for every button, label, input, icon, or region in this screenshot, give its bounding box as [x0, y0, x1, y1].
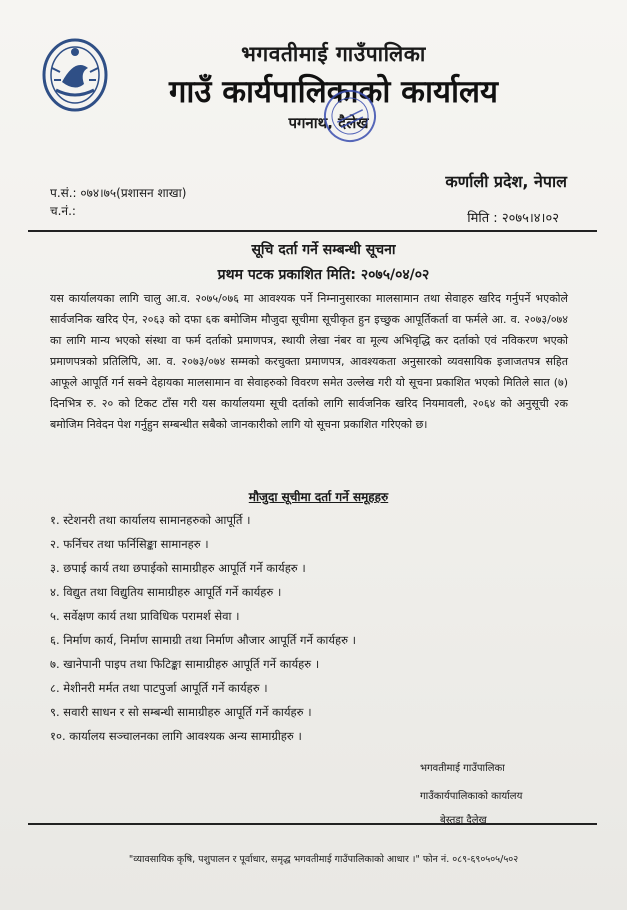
list-item: ८. मेशीनरी मर्मत तथा पाटपुर्जा आपूर्ति गर्ने कार्यहरु । [50, 681, 268, 695]
header-divider [28, 230, 597, 232]
signature-line-3: बेस्तडा दैलेख [440, 815, 487, 826]
list-heading: मौजुदा सूचीमा दर्ता गर्ने समूहहरु [248, 490, 389, 504]
office-name: गाउँ कार्यपालिकाको कार्यालय [168, 74, 499, 110]
municipality-name: भगवतीमाई गाउँपालिका [241, 42, 426, 66]
footer-slogan: "व्यावसायिक कृषि, पशुपालन र पूर्वाधार, समृद्ध भगवतीमाई गाउँपालिकाको आधार ।" फोन नं. ०८९-६९०५०५/५०२ [128, 854, 519, 865]
reference-number: प.सं.: ०७४।७५(प्रशासन शाखा) [50, 186, 187, 200]
dispatch-number: च.नं.: [50, 204, 76, 218]
office-place: पगनाथ, दैलेख [288, 114, 369, 132]
list-item: ७. खानेपानी पाइप तथा फिटिङ्का सामाग्रीहरु आपूर्ति गर्ने कार्यहरु । [50, 657, 320, 671]
province-label: कर्णाली प्रदेश, नेपाल [445, 172, 567, 191]
list-item: ६. निर्माण कार्य, निर्माण सामाग्री तथा निर्माण औजार आपूर्ति गर्ने कार्यहरु । [50, 633, 357, 647]
signature-line-1: भगवतीमाई गाउँपालिका [420, 763, 505, 774]
signature-line-2: गाउँकार्यपालिकाको कार्यालय [420, 791, 523, 802]
list-item: ५. सर्वेक्षण कार्य तथा प्राविधिक परामर्श सेवा । [50, 609, 240, 623]
notice-body: यस कार्यालयका लागि चालु आ.व. २०७५/०७६ मा आवश्यक पर्ने निम्नानुसारका मालसामान तथा सेवाहरु खरिद गर्नुपर्ने भएकोले सार्वजनिक खरिद ऐन, २०६३ को दफा ६क बमोजिम मौजुदा सूचीमा सूचीकृत हुन इच्छुक आपूर्तिकर्ता वा फर्मले आ. व. २०७३/०७४ का लागि मान्य भएको संस्था वा फर्म दर्ताको प्रमाणपत्र, स्थायी लेखा नंबर वा मूल्य अभिवृद्धि कर दर्ताको एवं नविकरण भएको प्रमाणपत्रको प्रतिलिपि, आ. व. २०७३/०७४ सम्मको करचुक्ता प्रमाणपत्र, आवश्यकता अनुसारको व्यवसायिक इजाजतपत्र सहित आफूले आपूर्ति गर्न सक्ने देहायका मालसामान वा सेवाहरुको विवरण समेत उल्लेख गरी यो सूचना प्रकाशित भएको मितिले सात (७) दिनभित्र रु. २० को टिकट टाँस गरी यस कार्यालयमा सूची दर्ताको लागि सार्वजनिक खरिद नियमावली, २०६४ को अनुसूची २क बमोजिम निवेदन पेश गर्नुहुन सम्बन्धीत सबैको जानकारीको लागि यो सूचना प्रकाशित गरिएको छ। [50, 292, 568, 431]
list-item: ४. विद्युत तथा विद्युतिय सामाग्रीहरु आपूर्ति गर्ने कार्यहरु । [50, 585, 282, 599]
footer-divider [28, 823, 597, 825]
list-item: ९. सवारी साधन र सो सम्बन्धी सामाग्रीहरु आपूर्ति गर्ने कार्यहरु । [50, 705, 312, 719]
first-published-date: प्रथम पटक प्रकाशित मिति: २०७५/०४/०२ [217, 267, 430, 283]
notice-title: सूचि दर्ता गर्ने सम्बन्धी सूचना [251, 242, 396, 258]
notice-date: मिति : २०७५।४।०२ [467, 211, 559, 226]
list-item: १. स्टेशनरी तथा कार्यालय सामानहरुको आपूर्ति । [50, 513, 251, 527]
list-item: २. फर्निचर तथा फर्निसिङ्का सामानहरु । [50, 537, 209, 551]
group-list [50, 508, 570, 748]
list-item: ३. छपाई कार्य तथा छपाईको सामाग्रीहरु आपूर्ति गर्ने कार्यहरु । [50, 561, 306, 575]
list-item: १०. कार्यालय सञ्चालनका लागि आवश्यक अन्य सामाग्रीहरु । [50, 729, 302, 743]
